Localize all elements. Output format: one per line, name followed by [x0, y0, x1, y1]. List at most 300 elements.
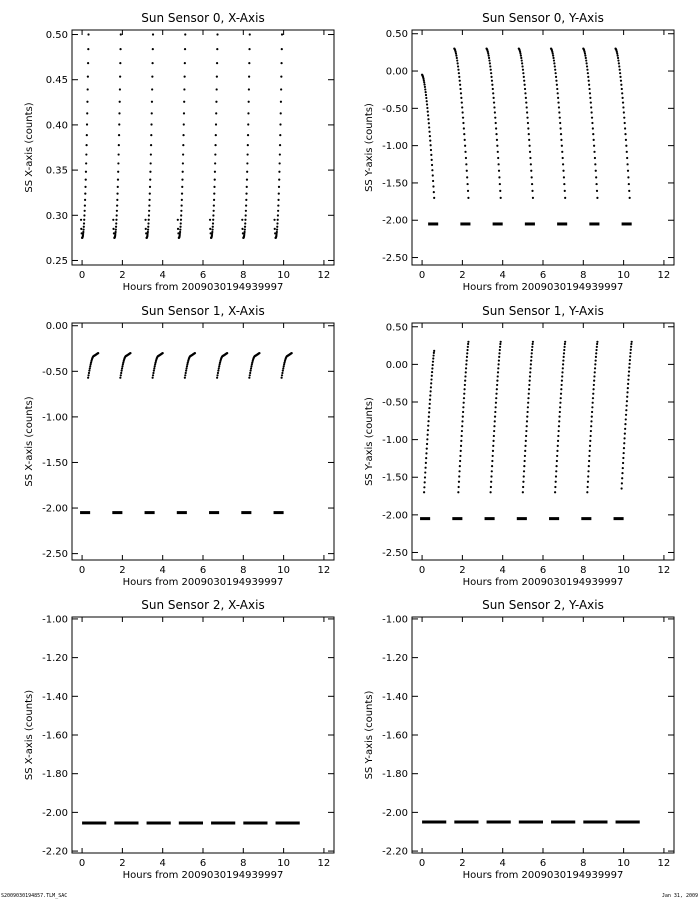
- data-point: [630, 343, 632, 345]
- data-point: [554, 65, 556, 67]
- data-point: [629, 363, 631, 365]
- data-point: [624, 423, 626, 425]
- data-point: [589, 450, 591, 452]
- data-point: [628, 374, 630, 376]
- data-point: [433, 197, 435, 199]
- data-point: [527, 127, 529, 129]
- data-point: [591, 411, 593, 413]
- data-point: [622, 457, 624, 459]
- data-point: [424, 476, 426, 478]
- data-point: [626, 391, 628, 393]
- data-point: [151, 112, 153, 114]
- data-point: [499, 346, 501, 348]
- data-point: [491, 465, 493, 467]
- data-point: [532, 343, 534, 345]
- data-point: [562, 367, 564, 369]
- data-point: [588, 88, 590, 90]
- data-point: [557, 92, 559, 94]
- data-point: [280, 62, 282, 64]
- data-point: [115, 219, 117, 221]
- data-point: [493, 425, 495, 427]
- data-point: [84, 204, 86, 206]
- data-point: [524, 88, 526, 90]
- y-tick-label: -1.80: [42, 769, 68, 781]
- data-point: [461, 435, 463, 437]
- data-point: [488, 54, 490, 56]
- x-tick-label: 2: [459, 270, 466, 281]
- x-tick-label: 0: [78, 858, 86, 869]
- data-point: [214, 153, 216, 155]
- data-point: [586, 69, 588, 71]
- data-point: [211, 231, 213, 233]
- data-point: [591, 111, 593, 113]
- data-point: [458, 470, 460, 472]
- data-point: [526, 106, 528, 108]
- data-point: [461, 106, 463, 108]
- y-axis-label: SS Y-axis (counts): [364, 397, 375, 486]
- data-point: [527, 406, 529, 408]
- data-point: [529, 380, 531, 382]
- plot-frame: [72, 617, 334, 853]
- data-point: [528, 393, 530, 395]
- data-point: [180, 219, 182, 221]
- data-point: [430, 382, 432, 384]
- data-point: [593, 139, 595, 141]
- y-tick-label: -1.50: [382, 178, 408, 190]
- data-point: [430, 144, 432, 146]
- data-point: [280, 112, 282, 114]
- data-point: [552, 54, 554, 56]
- y-tick-label: 0.50: [45, 30, 68, 42]
- data-point: [495, 133, 497, 135]
- data-point: [431, 371, 433, 373]
- data-point: [459, 84, 461, 86]
- data-point: [87, 377, 89, 379]
- data-point: [521, 65, 523, 67]
- x-axis-label: Hours from 2009030194939997: [122, 577, 284, 588]
- data-point: [86, 123, 88, 125]
- data-point: [495, 397, 497, 399]
- data-point: [619, 76, 621, 78]
- y-tick-label: -2.50: [382, 253, 408, 265]
- data-point: [466, 356, 468, 358]
- data-point: [194, 352, 196, 354]
- y-tick-label: 0.50: [385, 29, 408, 41]
- data-point: [86, 112, 88, 114]
- data-point: [621, 482, 623, 484]
- data-point: [620, 80, 622, 82]
- data-point: [431, 169, 433, 171]
- data-point: [626, 163, 628, 165]
- data-point: [528, 133, 530, 135]
- y-tick-label: -1.00: [382, 141, 408, 153]
- data-point: [282, 370, 284, 372]
- data-point: [149, 193, 151, 195]
- data-point: [464, 139, 466, 141]
- data-point: [116, 193, 118, 195]
- footer-filename: S2009030194857.TLM_SAC: [1, 893, 68, 899]
- data-point: [153, 370, 155, 372]
- x-tick-label: 0: [418, 565, 426, 576]
- data-point: [563, 356, 565, 358]
- data-point: [627, 387, 629, 389]
- data-series-0: [80, 33, 283, 239]
- data-point: [522, 491, 524, 493]
- data-point: [587, 481, 589, 483]
- data-point: [624, 127, 626, 129]
- x-tick-label: 12: [317, 270, 331, 281]
- y-tick-label: -2.00: [42, 807, 68, 819]
- data-point: [273, 219, 275, 221]
- data-point: [585, 59, 587, 61]
- data-point: [523, 470, 525, 472]
- data-point: [427, 420, 429, 422]
- data-point: [180, 222, 182, 224]
- data-point: [152, 372, 154, 374]
- data-point: [245, 199, 247, 201]
- data-point: [181, 193, 183, 195]
- data-point: [554, 491, 556, 493]
- data-point: [491, 84, 493, 86]
- data-point: [218, 365, 220, 367]
- data-point: [561, 371, 563, 373]
- data-point: [559, 411, 561, 413]
- x-tick-label: 12: [657, 270, 671, 281]
- data-point: [584, 54, 586, 56]
- data-point: [592, 388, 594, 390]
- data-point: [527, 122, 529, 124]
- data-point: [521, 59, 523, 61]
- data-point: [246, 178, 248, 180]
- data-point: [118, 144, 120, 146]
- data-point: [522, 69, 524, 71]
- data-point: [279, 144, 281, 146]
- data-point: [212, 226, 214, 228]
- data-point: [216, 75, 218, 77]
- data-point: [427, 425, 429, 427]
- data-point: [497, 157, 499, 159]
- data-point: [426, 448, 428, 450]
- data-point: [458, 481, 460, 483]
- data-point: [430, 378, 432, 380]
- y-tick-label: -2.00: [382, 510, 408, 522]
- data-point: [464, 380, 466, 382]
- data-point: [462, 411, 464, 413]
- data-point: [561, 151, 563, 153]
- data-point: [428, 407, 430, 409]
- data-point: [562, 170, 564, 172]
- data-point: [280, 75, 282, 77]
- data-point: [559, 122, 561, 124]
- data-point: [590, 420, 592, 422]
- data-point: [459, 465, 461, 467]
- data-point: [461, 420, 463, 422]
- data-point: [83, 219, 85, 221]
- data-point: [488, 59, 490, 61]
- data-point: [527, 402, 529, 404]
- data-point: [595, 170, 597, 172]
- y-tick-label: -1.20: [382, 653, 408, 665]
- data-point: [630, 346, 632, 348]
- data-point: [498, 363, 500, 365]
- x-tick-label: 12: [317, 858, 331, 869]
- x-tick-label: 8: [240, 270, 247, 281]
- data-point: [557, 101, 559, 103]
- data-point: [524, 455, 526, 457]
- data-point: [280, 88, 282, 90]
- data-point: [531, 352, 533, 354]
- data-point: [522, 486, 524, 488]
- plot-frame: [412, 30, 674, 265]
- data-point: [629, 352, 631, 354]
- data-point: [553, 59, 555, 61]
- data-point: [243, 231, 245, 233]
- data-point: [530, 163, 532, 165]
- data-point: [83, 214, 85, 216]
- data-point: [491, 460, 493, 462]
- data-point: [466, 176, 468, 178]
- y-tick-label: -2.00: [42, 503, 68, 515]
- data-point: [183, 101, 185, 103]
- data-point: [428, 131, 430, 133]
- data-point: [149, 171, 151, 173]
- data-point: [461, 101, 463, 103]
- data-point: [625, 414, 627, 416]
- data-point: [185, 370, 187, 372]
- data-point: [429, 403, 431, 405]
- y-tick-label: -1.80: [382, 769, 408, 781]
- data-point: [589, 92, 591, 94]
- data-point: [560, 139, 562, 141]
- data-point: [184, 48, 186, 50]
- data-point: [526, 111, 528, 113]
- plot-frame: [72, 30, 334, 265]
- data-point: [494, 117, 496, 119]
- data-point: [624, 122, 626, 124]
- data-point: [457, 65, 459, 67]
- data-point: [531, 346, 533, 348]
- data-point: [117, 162, 119, 164]
- chart-panel-3: [364, 304, 674, 588]
- data-point: [87, 48, 89, 50]
- y-tick-label: -0.50: [42, 366, 68, 378]
- y-tick-label: 0.00: [385, 359, 408, 371]
- data-point: [498, 359, 500, 361]
- data-point: [526, 416, 528, 418]
- data-point: [116, 199, 118, 201]
- data-point: [557, 440, 559, 442]
- data-point: [432, 180, 434, 182]
- data-point: [119, 75, 121, 77]
- data-point: [216, 33, 218, 35]
- data-point: [148, 210, 150, 212]
- data-point: [532, 341, 534, 343]
- data-point: [218, 367, 220, 369]
- data-point: [456, 57, 458, 59]
- data-point: [144, 219, 146, 221]
- data-point: [213, 186, 215, 188]
- data-point: [425, 94, 427, 96]
- data-point: [152, 377, 154, 379]
- data-point: [490, 69, 492, 71]
- data-point: [626, 157, 628, 159]
- data-point: [425, 452, 427, 454]
- x-tick-label: 2: [459, 565, 466, 576]
- x-tick-label: 4: [159, 270, 166, 281]
- data-point: [555, 80, 557, 82]
- data-point: [82, 233, 84, 235]
- data-point: [121, 367, 123, 369]
- chart-panel-0: [24, 11, 334, 293]
- data-point: [627, 176, 629, 178]
- data-point: [591, 406, 593, 408]
- data-point: [248, 101, 250, 103]
- data-point: [623, 111, 625, 113]
- data-point: [281, 48, 283, 50]
- data-point: [213, 204, 215, 206]
- data-point: [213, 193, 215, 195]
- data-point: [182, 162, 184, 164]
- data-point: [557, 435, 559, 437]
- data-point: [561, 380, 563, 382]
- y-tick-label: -1.00: [42, 614, 68, 626]
- x-axis-label: Hours from 2009030194939997: [462, 577, 624, 588]
- data-point: [281, 33, 283, 35]
- data-point: [182, 171, 184, 173]
- data-point: [116, 204, 118, 206]
- x-tick-label: 4: [499, 858, 506, 869]
- x-tick-label: 8: [580, 270, 587, 281]
- data-point: [277, 214, 279, 216]
- data-point: [466, 352, 468, 354]
- data-point: [563, 352, 565, 354]
- data-point: [425, 97, 427, 99]
- data-point: [524, 92, 526, 94]
- data-point: [89, 367, 91, 369]
- data-point: [279, 123, 281, 125]
- data-point: [594, 163, 596, 165]
- data-point: [556, 88, 558, 90]
- data-point: [430, 154, 432, 156]
- data-point: [489, 62, 491, 64]
- data-point: [563, 349, 565, 351]
- data-point: [564, 190, 566, 192]
- data-point: [496, 139, 498, 141]
- data-point: [85, 162, 87, 164]
- data-point: [627, 170, 629, 172]
- data-point: [247, 134, 249, 136]
- data-point: [151, 101, 153, 103]
- x-tick-label: 10: [277, 565, 290, 576]
- x-tick-label: 6: [539, 270, 547, 281]
- data-point: [147, 226, 149, 228]
- data-point: [177, 228, 179, 230]
- data-point: [627, 383, 629, 385]
- data-point: [531, 190, 533, 192]
- data-point: [86, 101, 88, 103]
- data-point: [590, 106, 592, 108]
- data-point: [624, 133, 626, 135]
- data-point: [83, 226, 85, 228]
- y-axis-label: SS X-axis (counts): [24, 396, 35, 487]
- data-point: [281, 377, 283, 379]
- data-point: [280, 101, 282, 103]
- y-tick-label: 0.40: [45, 120, 68, 132]
- data-point: [424, 88, 426, 90]
- data-point: [590, 430, 592, 432]
- data-point: [277, 204, 279, 206]
- data-point: [625, 418, 627, 420]
- data-point: [458, 72, 460, 74]
- data-point: [491, 80, 493, 82]
- data-point: [428, 416, 430, 418]
- data-point: [496, 388, 498, 390]
- data-point: [495, 406, 497, 408]
- data-point: [279, 162, 281, 164]
- data-point: [557, 445, 559, 447]
- data-point: [532, 197, 534, 199]
- data-point: [428, 122, 430, 124]
- chart-title: Sun Sensor 0, X-Axis: [141, 11, 265, 25]
- data-point: [120, 374, 122, 376]
- data-point: [558, 420, 560, 422]
- data-point: [291, 352, 293, 354]
- data-point: [526, 420, 528, 422]
- data-point: [525, 435, 527, 437]
- data-point: [584, 52, 586, 54]
- y-tick-label: -1.40: [42, 691, 68, 703]
- data-point: [492, 445, 494, 447]
- data-point: [459, 455, 461, 457]
- data-point: [245, 204, 247, 206]
- data-point: [619, 69, 621, 71]
- data-point: [455, 54, 457, 56]
- data-point: [589, 440, 591, 442]
- data-point: [560, 133, 562, 135]
- data-point: [617, 54, 619, 56]
- data-point: [466, 170, 468, 172]
- data-point: [525, 430, 527, 432]
- y-tick-label: -0.50: [382, 103, 408, 115]
- y-axis-label: SS X-axis (counts): [24, 689, 35, 781]
- data-point: [177, 219, 179, 221]
- x-tick-label: 8: [240, 858, 247, 869]
- data-point: [463, 397, 465, 399]
- y-axis-label: SS X-axis (counts): [24, 102, 35, 193]
- data-point: [278, 186, 280, 188]
- data-point: [625, 145, 627, 147]
- data-point: [596, 341, 598, 343]
- data-point: [116, 214, 118, 216]
- data-point: [115, 229, 117, 231]
- data-point: [526, 425, 528, 427]
- data-point: [464, 145, 466, 147]
- y-tick-label: -1.00: [42, 412, 68, 424]
- data-point: [148, 219, 150, 221]
- data-point: [121, 370, 123, 372]
- data-point: [464, 375, 466, 377]
- data-point: [497, 367, 499, 369]
- data-point: [466, 349, 468, 351]
- data-point: [492, 88, 494, 90]
- data-point: [147, 231, 149, 233]
- data-point: [467, 341, 469, 343]
- data-point: [626, 151, 628, 153]
- data-point: [529, 367, 531, 369]
- data-point: [217, 370, 219, 372]
- data-point: [629, 359, 631, 361]
- data-point: [432, 364, 434, 366]
